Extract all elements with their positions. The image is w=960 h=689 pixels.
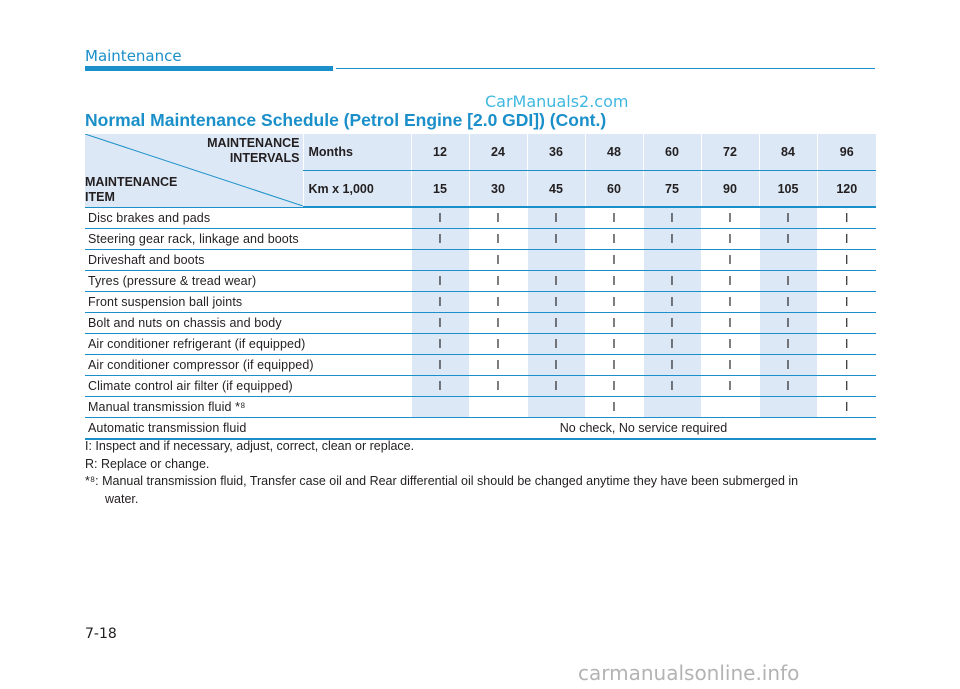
interval-cell: I (817, 313, 876, 334)
interval-cell (527, 250, 585, 271)
interval-cell: I (643, 207, 701, 229)
interval-cell: I (701, 376, 759, 397)
table-row (85, 418, 876, 440)
interval-cell: I (817, 229, 876, 250)
km-header: 15 (411, 171, 469, 208)
interval-cell: I (585, 334, 643, 355)
table-row (85, 334, 876, 355)
month-header: 36 (527, 134, 585, 171)
item-name: Driveshaft and boots (85, 250, 411, 271)
corner-bottom-line1: MAINTENANCE (85, 174, 178, 189)
item-name: Climate control air filter (if equipped) (85, 376, 411, 397)
interval-cell: I (527, 376, 585, 397)
interval-cell: I (527, 313, 585, 334)
interval-cell: I (643, 229, 701, 250)
interval-cell: I (643, 271, 701, 292)
interval-cell (411, 250, 469, 271)
km-header: 75 (643, 171, 701, 208)
interval-cell: I (469, 334, 527, 355)
interval-cell (411, 397, 469, 418)
km-label: Km x 1,000 (303, 171, 411, 208)
interval-cell: I (469, 313, 527, 334)
interval-cell (469, 397, 527, 418)
interval-cell: I (585, 355, 643, 376)
note-continuation: water. (105, 491, 139, 506)
note-text: : Replace or change. (94, 456, 210, 471)
interval-cell: I (527, 271, 585, 292)
month-header: 24 (469, 134, 527, 171)
corner-top-line2: INTERVALS (229, 151, 300, 165)
interval-cell: I (527, 355, 585, 376)
header-rule-thick (85, 66, 333, 71)
header-row-months (85, 134, 876, 171)
interval-cell: I (817, 207, 876, 229)
interval-cell: I (759, 271, 817, 292)
interval-cell (759, 397, 817, 418)
interval-cell: I (643, 313, 701, 334)
interval-cell: I (411, 207, 469, 229)
interval-cell: I (759, 355, 817, 376)
note-key: *⁸ (85, 474, 96, 488)
corner-top-line1: MAINTENANCE (207, 136, 300, 150)
interval-cell: I (817, 250, 876, 271)
month-header: 72 (701, 134, 759, 171)
interval-cell: I (759, 207, 817, 229)
table-row (85, 355, 876, 376)
corner-intervals-label (207, 136, 299, 166)
maintenance-schedule-table (85, 134, 876, 440)
interval-cell: I (701, 292, 759, 313)
notes (85, 438, 880, 508)
interval-cell: I (759, 334, 817, 355)
interval-cell: I (469, 207, 527, 229)
table-row (85, 207, 876, 229)
note-line (85, 473, 880, 491)
interval-cell (643, 250, 701, 271)
interval-cell: I (817, 397, 876, 418)
km-header: 45 (527, 171, 585, 208)
item-name: Bolt and nuts on chassis and body (85, 313, 411, 334)
note-line (85, 438, 880, 456)
item-name: Steering gear rack, linkage and boots (85, 229, 411, 250)
interval-cell (759, 250, 817, 271)
interval-cell: I (643, 292, 701, 313)
interval-cell: I (701, 355, 759, 376)
interval-cell: I (527, 207, 585, 229)
km-header: 30 (469, 171, 527, 208)
interval-cell: I (817, 292, 876, 313)
interval-cell: I (701, 250, 759, 271)
item-name: Manual transmission fluid *⁸ (85, 397, 411, 418)
interval-cell: I (411, 334, 469, 355)
table-row (85, 376, 876, 397)
note-key: I (85, 439, 89, 453)
watermark-top[interactable]: CarManuals2.com (485, 92, 629, 111)
table-row (85, 397, 876, 418)
month-header: 60 (643, 134, 701, 171)
month-header: 84 (759, 134, 817, 171)
interval-cell: I (817, 376, 876, 397)
interval-cell: I (585, 292, 643, 313)
km-header: 120 (817, 171, 876, 208)
interval-cell: I (527, 292, 585, 313)
km-header: 60 (585, 171, 643, 208)
interval-cell: I (643, 334, 701, 355)
table-row (85, 271, 876, 292)
interval-cell: I (817, 271, 876, 292)
interval-cell: I (469, 250, 527, 271)
interval-cell: I (585, 207, 643, 229)
interval-cell: I (585, 271, 643, 292)
interval-cell: I (469, 292, 527, 313)
no-service-cell: No check, No service required (411, 418, 876, 440)
interval-cell: I (585, 376, 643, 397)
interval-cell (701, 397, 759, 418)
interval-cell: I (527, 334, 585, 355)
note-key: R (85, 456, 95, 471)
interval-cell (527, 397, 585, 418)
interval-cell: I (585, 250, 643, 271)
item-name: Air conditioner compressor (if equipped) (85, 355, 411, 376)
header-rule-thin (336, 68, 875, 69)
interval-cell: I (759, 313, 817, 334)
interval-cell: I (817, 355, 876, 376)
interval-cell: I (411, 271, 469, 292)
interval-cell: I (817, 334, 876, 355)
interval-cell: I (643, 376, 701, 397)
month-header: 48 (585, 134, 643, 171)
interval-cell: I (469, 271, 527, 292)
interval-cell: I (759, 292, 817, 313)
note-text: : Inspect and if necessary, adjust, correct, clean or replace. (88, 439, 415, 453)
page-title: Normal Maintenance Schedule (Petrol Engine [2.0 GDI]) (Cont.) (85, 110, 607, 130)
watermark-bottom[interactable]: carmanualsonline.info (578, 661, 800, 685)
interval-cell: I (701, 229, 759, 250)
interval-cell: I (411, 292, 469, 313)
months-label: Months (303, 134, 411, 171)
corner-item-label (85, 175, 177, 205)
note-line (85, 456, 880, 474)
interval-cell: I (411, 229, 469, 250)
month-header: 12 (411, 134, 469, 171)
interval-cell: I (527, 229, 585, 250)
interval-cell (643, 397, 701, 418)
item-name: Air conditioner refrigerant (if equipped) (85, 334, 411, 355)
header-corner (85, 134, 303, 207)
interval-cell: I (469, 229, 527, 250)
item-name: Automatic transmission fluid (85, 418, 411, 440)
km-header: 105 (759, 171, 817, 208)
month-header: 96 (817, 134, 876, 171)
interval-cell: I (585, 397, 643, 418)
interval-cell: I (469, 376, 527, 397)
interval-cell: I (411, 313, 469, 334)
interval-cell: I (701, 334, 759, 355)
interval-cell: I (701, 313, 759, 334)
interval-cell: I (411, 355, 469, 376)
interval-cell: I (585, 313, 643, 334)
table-row (85, 229, 876, 250)
interval-cell: I (469, 355, 527, 376)
interval-cell: I (643, 355, 701, 376)
section-label: Maintenance (85, 47, 182, 65)
note-text: : Manual transmission fluid, Transfer case oil and Rear differential oil should be changed anytime they have been submerged in (95, 474, 799, 488)
km-header: 90 (701, 171, 759, 208)
interval-cell: I (701, 271, 759, 292)
corner-bottom-line2: ITEM (85, 189, 115, 204)
interval-cell: I (759, 229, 817, 250)
table-row (85, 313, 876, 334)
interval-cell: I (411, 376, 469, 397)
interval-cell: I (701, 207, 759, 229)
table-row (85, 250, 876, 271)
item-name: Disc brakes and pads (85, 207, 411, 229)
interval-cell: I (759, 376, 817, 397)
item-name: Front suspension ball joints (85, 292, 411, 313)
table-row (85, 292, 876, 313)
interval-cell: I (585, 229, 643, 250)
item-name: Tyres (pressure & tread wear) (85, 271, 411, 292)
page-number: 7-18 (85, 626, 117, 642)
